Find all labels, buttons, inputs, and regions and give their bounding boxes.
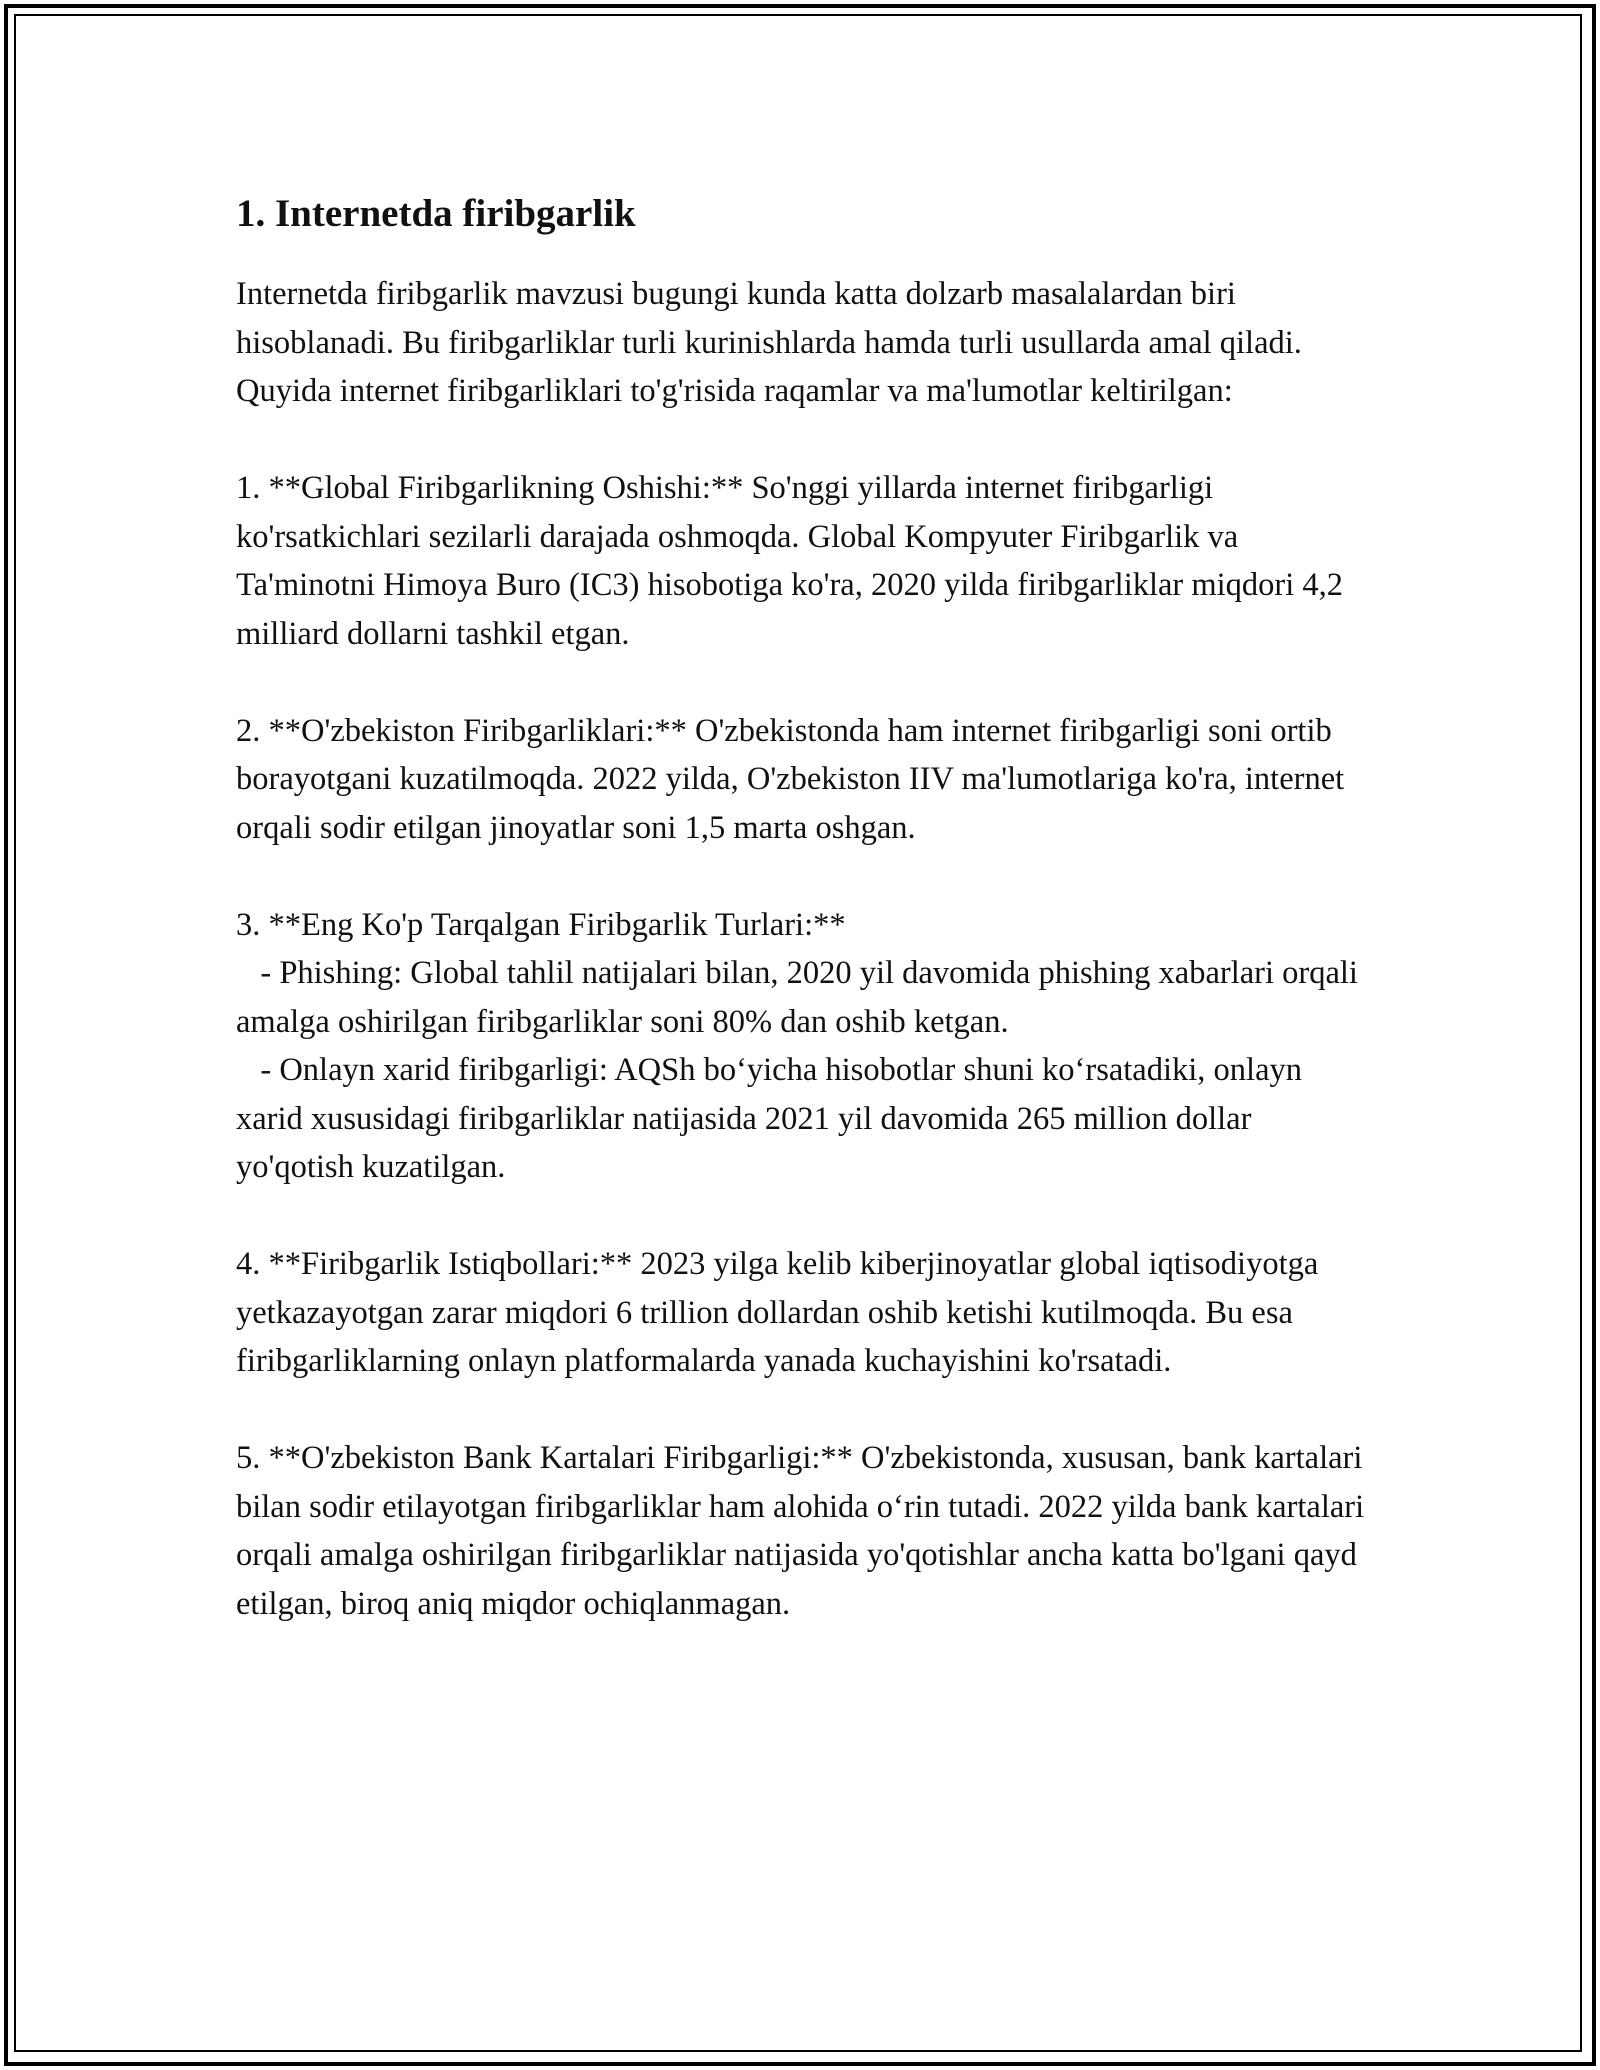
document-title: 1. Internetda firibgarlik bbox=[236, 192, 636, 235]
document-body: Internetda firibgarlik mavzusi bugungi kunda katta dolzarb masalalardan biri hisoblanadi. Bu firibgarliklar turli kurinishlarda hamda turli usullarda amal qiladi. Quyida internet firibgarliklari to'g'risida raqamlar va ma'lumotlar keltirilgan: 1. **Global Firibgarlikning Oshishi:** So'nggi yillarda internet firibgarligi ko'rsatkichlari sezilarli darajada oshmoqda. Global Kompyuter Firibgarlik va Ta'minotni Himoya Buro (IC3) hisobotiga ko'ra, 2020 yilda firibgarliklar miqdori 4,2 milliard dollarni tashkil etgan. 2. **O'zbekiston Firibgarliklari:** O'zbekistonda ham internet firibgarligi soni ortib borayotgani kuzatilmoqda. 2022 yilda, O'zbekiston IIV ma'lumotlariga ko'ra, internet orqali sodir etilgan jinoyatlar soni 1,5 marta oshgan. 3. **Eng Ko'p Tarqalgan Firibgarlik Turlari:** - Phishing: Global tahlil natijalari bilan, 2020 yil davomida phishing xabarlari orqali amalga oshirilgan firibgarliklar soni 80% dan oshib ketgan. - Onlayn xarid firibgarligi: AQSh bo‘yicha hisobotlar shuni ko‘rsatadiki, onlayn xarid xususidagi firibgarliklar natijasida 2021 yil davomida 265 million dollar yo'qotish kuzatilgan. 4. **Firibgarlik Istiqbollari:** 2023 yilga kelib kiberjinoyatlar global iqtisodiyotga yetkazayotgan zarar miqdori 6 trillion dollardan oshib ketishi kutilmoqda. Bu esa firibgarliklarning onlayn platformalarda yanada kuchayishini ko'rsatadi. 5. **O'zbekiston Bank Kartalari Firibgarligi:** O'zbekistonda, xususan, bank kartalari bilan sodir etilayotgan firibgarliklar ham alohida o‘rin tutadi. 2022 yilda bank kartalari orqali amalga oshirilgan firibgarliklar natijasida yo'qotishlar ancha katta bo'lgani qayd etilgan, biroq aniq miqdor ochiqlanmagan. bbox=[236, 276, 1365, 1622]
document-content bbox=[236, 188, 1376, 1628]
